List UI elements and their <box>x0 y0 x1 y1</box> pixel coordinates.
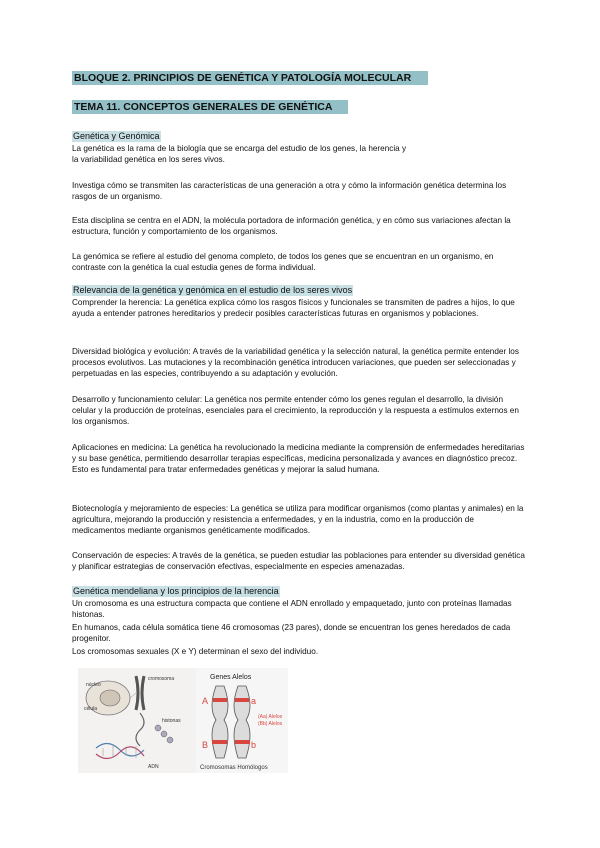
allele-A-label: A <box>202 696 209 706</box>
allele-B-label: B <box>202 740 209 750</box>
paragraph: Comprender la herencia: La genética explica cómo los rasgos físicos y funcionales se transmiten de padres a hijos, lo que ayuda a entender patrones hereditarios y predecir posibles características futuras en organismos y poblaciones. <box>72 298 515 319</box>
label-celula: célula <box>84 706 98 712</box>
chromosome-figure <box>78 668 283 773</box>
label-histonas: histonas <box>162 718 181 724</box>
legend-bb: (Bb) Alelos <box>258 721 283 727</box>
paragraph: Biotecnología y mejoramiento de especies: La genética se utiliza para modificar organismos (como plantas y animales) en la agricultura, mejorando la producción y resistencia a enfermedades, y en la industria, como en la producción de medicamentos mediante organismos genéticamente modificados. <box>72 504 524 536</box>
paragraph: Aplicaciones en medicina: La genética ha revolucionado la medicina mediante la comprensión de enfermedades hereditarias y su base genética, permitiendo desarrollar terapias específicas, medicina personalizada y avances en diagnóstico precoz. Esto es fundamental para tratar enfermedades genéticas y mejorar la salud humana. <box>72 443 525 475</box>
paragraph: Los cromosomas sexuales (X e Y) determinan el sexo del individuo. <box>72 647 319 656</box>
legend-aa: (Aa) Alelos <box>258 714 283 720</box>
paragraph: Investiga cómo se transmiten las características de una generación a otra y cómo la información genética determina los rasgos de un organismo. <box>72 181 507 202</box>
figure-caption: Cromosomas Homólogos <box>200 765 268 771</box>
section-heading-relevancia: Relevancia de la genética y genómica en el estudio de los seres vivos <box>73 285 353 295</box>
figure-title: Genes Alelos <box>210 674 252 681</box>
cell-dna-diagram <box>78 668 196 773</box>
section-heading-genetica-genomica: Genética y Genómica <box>73 131 160 141</box>
label-adn: ADN <box>148 764 159 770</box>
paragraph: Diversidad biológica y evolución: A través de la variabilidad genética y la selección natural, la genética permite entender los procesos evolutivos. Las mutaciones y la recombinación genética introducen variaciones, que pueden ser seleccionadas y perpetuadas en las especies, contribuyendo a su adaptación y evolución. <box>72 347 519 379</box>
paragraph: En humanos, cada célula somática tiene 46 cromosomas (23 pares), donde se encuentran los genes heredados de cada progenitor. <box>72 623 511 644</box>
label-nucleo: núcleo <box>86 682 101 688</box>
homologous-chromosomes-diagram <box>196 668 288 773</box>
paragraph: Esta disciplina se centra en el ADN, la molécula portadora de información genética, y en cómo sus variaciones afectan la estructura, función y comportamiento de los organismos. <box>72 216 511 237</box>
paragraph: La genómica se refiere al estudio del genoma completo, de todos los genes que se encuentran en un organismo, en contraste con la genética la cual estudia genes de forma individual. <box>72 252 494 273</box>
allele-b-label: b <box>251 740 257 750</box>
block-title: BLOQUE 2. PRINCIPIOS DE GENÉTICA Y PATOLOGÍA MOLECULAR <box>72 71 428 85</box>
paragraph: Un cromosoma es una estructura compacta que contiene el ADN enrollado y empaquetado, junto con proteínas llamadas histonas. <box>72 599 512 620</box>
topic-title: TEMA 11. CONCEPTOS GENERALES DE GENÉTICA <box>72 100 348 114</box>
allele-a-label: a <box>251 696 257 706</box>
section-heading-mendeliana: Genética mendeliana y los principios de la herencia <box>73 586 279 596</box>
paragraph: La genética es la rama de la biología que se encarga del estudio de los genes, la herencia y la variabilidad genética en los seres vivos. <box>72 144 407 165</box>
paragraph: Desarrollo y funcionamiento celular: La genética nos permite entender cómo los genes regulan el desarrollo, la división celular y la producción de proteínas, esenciales para el crecimiento, la reproducción y la respuesta a estímulos externos en los organismos. <box>72 395 519 427</box>
paragraph: Conservación de especies: A través de la genética, se pueden estudiar las poblaciones para entender su diversidad genética y planificar estrategias de conservación efectivas, especialmente en especies amenazadas. <box>72 551 525 572</box>
label-cromosoma: cromosoma <box>148 676 175 682</box>
